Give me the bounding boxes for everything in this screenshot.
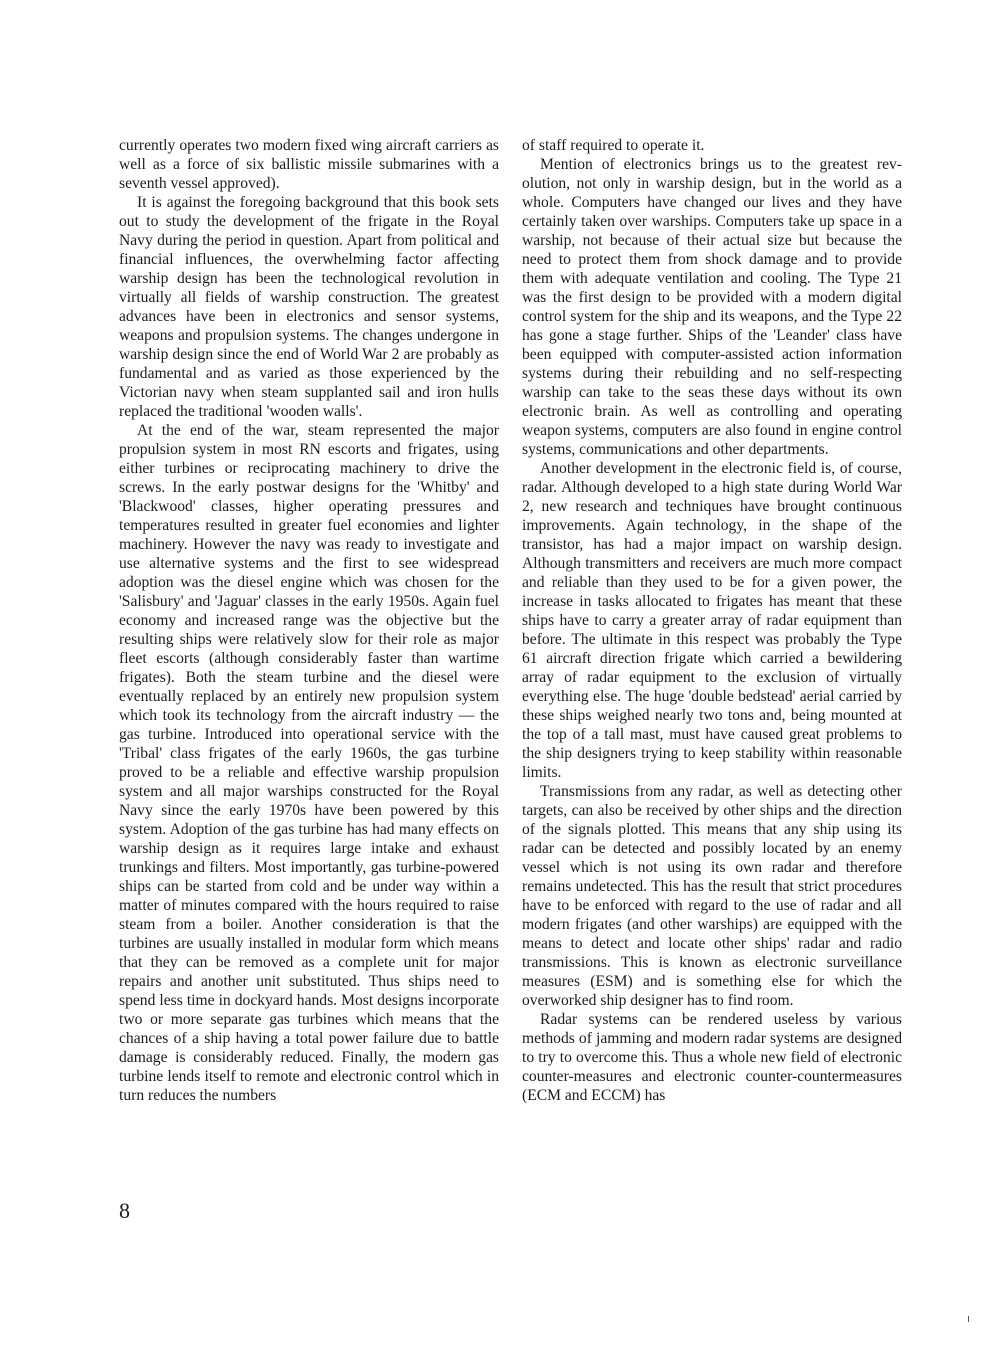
scan-mark	[968, 1316, 969, 1322]
paragraph: Mention of electronics brings us to the greatest revolution, not only in warship design, but in the world as a whole. Computers have changed our lives and they have certainly taken over warships. Computers take up space in a warship, not because of their actual size but because the need to protect them from shock damage and to provide them with adequate ventilation and cooling. The Type 21 was the first design to be provided with a modern digital control system for the ship and its weapons, and the Type 22 has gone a stage further. Ships of the 'Leander' class have been equipped with computer-assisted action information systems during their rebuilding and no self-respecting warship can take to the seas these days without its own electronic brain. As well as controlling and operating weapon systems, computers are also found in engine control systems, communications and other departments.	[522, 156, 902, 458]
left-column	[119, 136, 499, 1105]
paragraph: At the end of the war, steam represented the major propulsion system in most RN escorts and frigates, using either turbines or reciprocating machinery to drive the screws. In the early postwar designs for the 'Whitby' and 'Blackwood' classes, higher operating pressures and temperatures resulted in greater fuel economies and lighter machinery. However the navy was ready to investigate and use alternative systems and the first to see widespread adoption was the diesel engine which was chosen for the 'Salisbury' and 'Jaguar' classes in the early 1950s. Again fuel economy and increased range was the objective but the resulting ships were relatively slow for their role as major fleet escorts (although considerably faster than wartime frigates). Both the steam turbine and the diesel were eventually replaced by an entirely new propulsion system which took its technology from the aircraft industry — the gas turbine. Introduced into operational service with the 'Tribal' class frigates of the early 1960s, the gas turbine proved to be a reliable and effective warship propulsion system and all major warships constructed for the Royal Navy since the early 1970s have been powered by this system. Adoption of the gas turbine has had many effects on warship design as it requires large intake and exhaust trunkings and filters. Most importantly, gas turbine-powered ships can be started from cold and be under way within a matter of minutes compared with the hours required to raise steam from a boiler. Another consideration is that the turbines are usually installed in modular form which means that they can be removed as a complete unit for major repairs and another unit substituted. Thus ships need to spend less time in dockyard hands. Most designs incorporate two or more separate gas turbines which means that the chances of a ship having a total power failure due to battle damage is considerably reduced. Finally, the modern gas turbine lends itself to remote and electronic control which in turn reduces the numbers	[119, 422, 499, 1104]
paragraph: Transmissions from any radar, as well as detecting other targets, can also be received by other ships and the direction of the signals plotted. This means that any ship using its radar can be detected and possibly located by an enemy vessel which is not using its own radar and therefore remains undetected. This has the result that strict procedures have to be enforced with regard to the use of radar and all modern frigates (and other warships) are equipped with the means to detect and locate other ships' radar and radio transmissions. This is known as electronic surveillance measures (ESM) and is something else for which the overworked ship designer has to find room.	[522, 783, 902, 1009]
paragraph: of staff required to operate it.	[522, 137, 705, 154]
paragraph: currently operates two modern fixed wing aircraft carriers as well as a force of six ballistic missile submarines with a seventh vessel approved).	[119, 137, 499, 192]
page-number: 8	[119, 1198, 130, 1223]
paragraph: Another development in the electronic field is, of course, radar. Although developed to a high state during World War 2, new research and techniques have brought continuous improvements. Again technology, in the shape of the transistor, has had a major impact on warship design. Although transmitters and receivers are much more compact and reliable than they used to be for a given power, the increase in tasks allocated to frigates has meant that these ships have to carry a greater array of radar equipment than before. The ultimate in this respect was probably the Type 61 aircraft direction frigate which carried a bewildering array of radar equipment to the exclusion of virtually everything else. The huge 'double bedstead' aerial carried by these ships weighed nearly two tons and, being mounted at the top of a tall mast, must have caused great problems to the ship designers trying to keep stability within reasonable limits.	[522, 460, 902, 781]
paragraph: Radar systems can be rendered useless by various methods of jamming and modern radar systems are designed to try to overcome this. Thus a whole new field of electronic counter-measures and electronic counter-countermeasures (ECM and ECCM) has	[522, 1011, 902, 1104]
right-column	[522, 136, 902, 1105]
paragraph: It is against the foregoing background that this book sets out to study the development of the frigate in the Royal Navy during the period in question. Apart from political and financial influences, the overwhelming factor affecting warship design has been the technological revolution in virtually all fields of warship construction. The greatest advances have been in electronics and sensor systems, weapons and propulsion systems. The changes undergone in warship design since the end of World War 2 are probably as fundamental and as varied as those experienced by the Victorian navy when steam supplanted sail and iron hulls replaced the traditional 'wooden walls'.	[119, 194, 499, 420]
